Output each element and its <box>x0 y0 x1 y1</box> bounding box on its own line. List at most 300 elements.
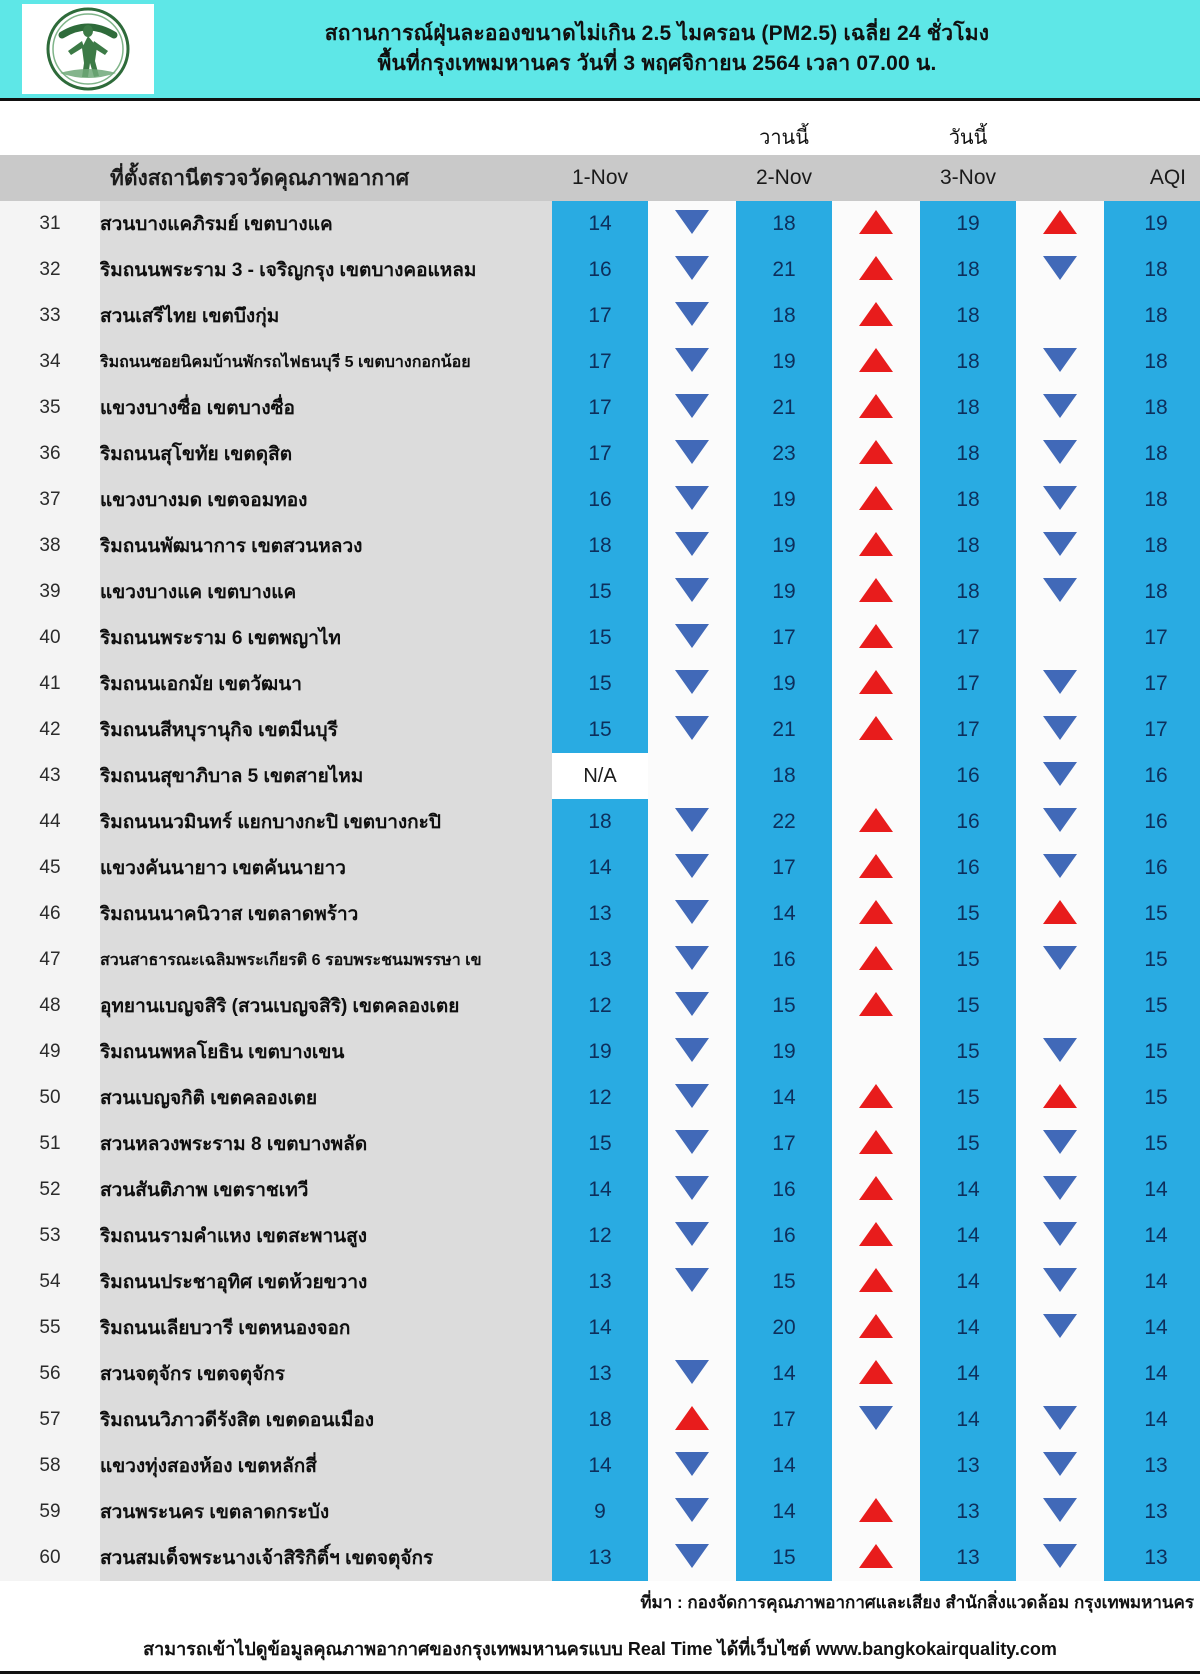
value-2nov: 14 <box>736 1351 832 1397</box>
value-1nov: 17 <box>552 293 648 339</box>
arrow-down-icon <box>675 532 709 556</box>
trend-arrow-1 <box>648 707 736 753</box>
trend-arrow-3 <box>1016 293 1104 339</box>
value-2nov: 17 <box>736 1397 832 1443</box>
table-row[interactable] <box>0 1535 1200 1581</box>
value-1nov: 14 <box>552 845 648 891</box>
table-row[interactable] <box>0 1259 1200 1305</box>
arrow-down-icon <box>1043 946 1077 970</box>
table-row[interactable] <box>0 339 1200 385</box>
value-3nov: 18 <box>920 477 1016 523</box>
arrow-down-icon <box>675 440 709 464</box>
header-index <box>0 155 100 201</box>
bma-seal-icon <box>42 3 134 95</box>
station-name: แขวงคันนายาว เขตคันนายาว <box>100 845 552 891</box>
row-index: 43 <box>0 753 100 799</box>
arrow-up-icon <box>859 624 893 648</box>
value-1nov: 16 <box>552 477 648 523</box>
trend-arrow-3 <box>1016 339 1104 385</box>
arrow-down-icon <box>675 1360 709 1384</box>
trend-arrow-1 <box>648 891 736 937</box>
trend-arrow-3 <box>1016 1029 1104 1075</box>
arrow-down-icon <box>675 670 709 694</box>
row-index: 56 <box>0 1351 100 1397</box>
trend-arrow-3 <box>1016 1351 1104 1397</box>
value-2nov: 19 <box>736 523 832 569</box>
trend-arrow-3 <box>1016 523 1104 569</box>
value-3nov: 19 <box>920 201 1016 247</box>
trend-arrow-2 <box>832 1213 920 1259</box>
table-row[interactable] <box>0 293 1200 339</box>
value-aqi: 18 <box>1104 523 1200 569</box>
table-row[interactable] <box>0 431 1200 477</box>
table-row[interactable] <box>0 385 1200 431</box>
value-aqi: 14 <box>1104 1167 1200 1213</box>
station-name: ริมถนนเอกมัย เขตวัฒนา <box>100 661 552 707</box>
arrow-down-icon <box>1043 670 1077 694</box>
table-row[interactable] <box>0 523 1200 569</box>
trend-arrow-1 <box>648 431 736 477</box>
header-arrow-3 <box>1016 155 1104 201</box>
value-aqi: 16 <box>1104 845 1200 891</box>
header-date-2nov: 2-Nov <box>736 155 832 201</box>
table-row[interactable] <box>0 799 1200 845</box>
value-aqi: 17 <box>1104 707 1200 753</box>
arrow-up-icon <box>859 854 893 878</box>
column-header-row <box>0 155 1200 201</box>
arrow-up-icon <box>859 1360 893 1384</box>
header-aqi: AQI <box>1104 155 1200 201</box>
value-3nov: 13 <box>920 1443 1016 1489</box>
value-aqi: 15 <box>1104 891 1200 937</box>
station-name: ริมถนนวิภาวดีรังสิต เขตดอนเมือง <box>100 1397 552 1443</box>
value-aqi: 14 <box>1104 1351 1200 1397</box>
super-blank-a2 <box>832 101 920 155</box>
arrow-down-icon <box>675 1176 709 1200</box>
value-3nov: 17 <box>920 707 1016 753</box>
value-1nov: 15 <box>552 661 648 707</box>
trend-arrow-3 <box>1016 477 1104 523</box>
header-banner <box>0 0 1200 101</box>
value-aqi: 18 <box>1104 293 1200 339</box>
value-aqi: 18 <box>1104 385 1200 431</box>
trend-arrow-3 <box>1016 1305 1104 1351</box>
value-aqi: 17 <box>1104 661 1200 707</box>
super-blank-name <box>100 101 552 155</box>
value-2nov: 14 <box>736 1075 832 1121</box>
super-blank-a3 <box>1016 101 1104 155</box>
value-2nov: 19 <box>736 477 832 523</box>
banner-title-block <box>154 0 1200 98</box>
arrow-down-icon <box>1043 1406 1077 1430</box>
footer-website-note: สามารถเข้าไปดูข้อมูลคุณภาพอากาศของกรุงเทพมหานครแบบ Real Time ได้ที่เว็บไซต์ www.bangkokairquality.com <box>143 1639 1057 1659</box>
arrow-down-icon <box>1043 1222 1077 1246</box>
table-row[interactable] <box>0 707 1200 753</box>
trend-arrow-1 <box>648 983 736 1029</box>
table-row[interactable] <box>0 845 1200 891</box>
arrow-down-icon <box>1043 578 1077 602</box>
station-name: ริมถนนสีหบุรานุกิจ เขตมีนบุรี <box>100 707 552 753</box>
super-blank-a1 <box>648 101 736 155</box>
arrow-down-icon <box>1043 486 1077 510</box>
value-2nov: 19 <box>736 569 832 615</box>
value-1nov: 12 <box>552 983 648 1029</box>
value-3nov: 18 <box>920 569 1016 615</box>
trend-arrow-1 <box>648 201 736 247</box>
value-2nov: 19 <box>736 1029 832 1075</box>
arrow-up-icon <box>1043 900 1077 924</box>
value-2nov: 14 <box>736 891 832 937</box>
trend-arrow-1 <box>648 247 736 293</box>
row-index: 35 <box>0 385 100 431</box>
value-aqi: 13 <box>1104 1535 1200 1581</box>
value-1nov: 18 <box>552 1397 648 1443</box>
value-3nov: 18 <box>920 523 1016 569</box>
value-3nov: 13 <box>920 1489 1016 1535</box>
arrow-down-icon <box>675 946 709 970</box>
value-aqi: 16 <box>1104 799 1200 845</box>
value-1nov: 18 <box>552 523 648 569</box>
value-3nov: 15 <box>920 1075 1016 1121</box>
table-row[interactable] <box>0 1029 1200 1075</box>
arrow-down-icon <box>1043 854 1077 878</box>
table-row[interactable] <box>0 1121 1200 1167</box>
value-3nov: 14 <box>920 1167 1016 1213</box>
value-2nov: 17 <box>736 615 832 661</box>
arrow-down-icon <box>675 1038 709 1062</box>
value-2nov: 19 <box>736 661 832 707</box>
header-arrow-2 <box>832 155 920 201</box>
arrow-down-icon <box>1043 808 1077 832</box>
arrow-down-icon <box>1043 716 1077 740</box>
super-blank-d1 <box>552 101 648 155</box>
row-index: 42 <box>0 707 100 753</box>
arrow-down-icon <box>1043 1498 1077 1522</box>
arrow-down-icon <box>675 578 709 602</box>
arrow-down-icon <box>675 486 709 510</box>
trend-arrow-2 <box>832 1351 920 1397</box>
station-name: ริมถนนพระราม 3 - เจริญกรุง เขตบางคอแหลม <box>100 247 552 293</box>
trend-arrow-2 <box>832 707 920 753</box>
arrow-up-icon <box>859 1130 893 1154</box>
value-3nov: 15 <box>920 891 1016 937</box>
value-3nov: 15 <box>920 1029 1016 1075</box>
row-index: 55 <box>0 1305 100 1351</box>
arrow-down-icon <box>1043 762 1077 786</box>
station-name: สวนพระนคร เขตลาดกระบัง <box>100 1489 552 1535</box>
trend-arrow-2 <box>832 983 920 1029</box>
arrow-down-icon <box>675 1084 709 1108</box>
table-row[interactable] <box>0 201 1200 247</box>
arrow-up-icon <box>859 302 893 326</box>
value-aqi: 18 <box>1104 431 1200 477</box>
table-row[interactable] <box>0 661 1200 707</box>
trend-arrow-1 <box>648 1075 736 1121</box>
table-row[interactable] <box>0 247 1200 293</box>
arrow-up-icon <box>859 1314 893 1338</box>
trend-arrow-1 <box>648 523 736 569</box>
arrow-up-icon <box>859 486 893 510</box>
value-1nov: 15 <box>552 707 648 753</box>
arrow-down-icon <box>675 854 709 878</box>
arrow-down-icon <box>675 808 709 832</box>
trend-arrow-3 <box>1016 1167 1104 1213</box>
arrow-down-icon <box>675 210 709 234</box>
header-date-1nov: 1-Nov <box>552 155 648 201</box>
super-blank-aqi <box>1104 101 1200 155</box>
value-3nov: 17 <box>920 615 1016 661</box>
value-3nov: 16 <box>920 799 1016 845</box>
trend-arrow-3 <box>1016 707 1104 753</box>
trend-arrow-2 <box>832 937 920 983</box>
station-name: ริมถนนพหลโยธิน เขตบางเขน <box>100 1029 552 1075</box>
station-name: ริมถนนประชาอุทิศ เขตห้วยขวาง <box>100 1259 552 1305</box>
arrow-down-icon <box>675 1222 709 1246</box>
value-3nov: 14 <box>920 1305 1016 1351</box>
row-index: 41 <box>0 661 100 707</box>
trend-arrow-3 <box>1016 1075 1104 1121</box>
trend-arrow-1 <box>648 799 736 845</box>
trend-arrow-2 <box>832 1167 920 1213</box>
trend-arrow-2 <box>832 1397 920 1443</box>
table-row[interactable] <box>0 1167 1200 1213</box>
value-2nov: 15 <box>736 983 832 1029</box>
value-1nov: 18 <box>552 799 648 845</box>
table-row[interactable] <box>0 615 1200 661</box>
trend-arrow-3 <box>1016 891 1104 937</box>
value-2nov: 17 <box>736 845 832 891</box>
value-aqi: 18 <box>1104 339 1200 385</box>
trend-arrow-1 <box>648 1305 736 1351</box>
value-2nov: 18 <box>736 753 832 799</box>
value-3nov: 14 <box>920 1259 1016 1305</box>
value-aqi: 15 <box>1104 937 1200 983</box>
value-1nov: 14 <box>552 1305 648 1351</box>
arrow-down-icon <box>859 1406 893 1430</box>
value-2nov: 18 <box>736 201 832 247</box>
trend-arrow-1 <box>648 385 736 431</box>
value-2nov: 14 <box>736 1443 832 1489</box>
row-index: 32 <box>0 247 100 293</box>
arrow-up-icon <box>859 210 893 234</box>
trend-arrow-2 <box>832 247 920 293</box>
station-name: ริมถนนรามคำแหง เขตสะพานสูง <box>100 1213 552 1259</box>
super-label-yesterday: วานนี้ <box>736 101 832 155</box>
value-1nov: N/A <box>552 753 648 799</box>
arrow-down-icon <box>1043 1268 1077 1292</box>
table-row[interactable] <box>0 1397 1200 1443</box>
table-row[interactable] <box>0 1351 1200 1397</box>
table-row[interactable] <box>0 477 1200 523</box>
arrow-up-icon <box>859 256 893 280</box>
trend-arrow-2 <box>832 615 920 661</box>
row-index: 39 <box>0 569 100 615</box>
station-name: สวนสันติภาพ เขตราชเทวี <box>100 1167 552 1213</box>
trend-arrow-1 <box>648 1213 736 1259</box>
trend-arrow-2 <box>832 1029 920 1075</box>
station-name: แขวงบางแค เขตบางแค <box>100 569 552 615</box>
value-3nov: 13 <box>920 1535 1016 1581</box>
value-3nov: 18 <box>920 385 1016 431</box>
arrow-down-icon <box>675 394 709 418</box>
row-index: 49 <box>0 1029 100 1075</box>
table-row[interactable] <box>0 1443 1200 1489</box>
value-1nov: 17 <box>552 385 648 431</box>
row-index: 45 <box>0 845 100 891</box>
row-index: 46 <box>0 891 100 937</box>
station-name: สวนเสรีไทย เขตบึงกุ่ม <box>100 293 552 339</box>
value-3nov: 15 <box>920 1121 1016 1167</box>
value-2nov: 17 <box>736 1121 832 1167</box>
row-index: 47 <box>0 937 100 983</box>
logo-box <box>22 4 154 94</box>
value-aqi: 18 <box>1104 247 1200 293</box>
arrow-up-icon <box>859 440 893 464</box>
arrow-up-icon <box>859 1176 893 1200</box>
trend-arrow-1 <box>648 937 736 983</box>
value-2nov: 16 <box>736 1167 832 1213</box>
arrow-down-icon <box>1043 256 1077 280</box>
trend-arrow-1 <box>648 1259 736 1305</box>
value-aqi: 13 <box>1104 1489 1200 1535</box>
trend-arrow-3 <box>1016 247 1104 293</box>
value-1nov: 14 <box>552 1443 648 1489</box>
table-row[interactable] <box>0 937 1200 983</box>
arrow-up-icon <box>859 1084 893 1108</box>
trend-arrow-3 <box>1016 1213 1104 1259</box>
arrow-down-icon <box>1043 1314 1077 1338</box>
aqi-table-body <box>0 101 1200 1581</box>
value-2nov: 19 <box>736 339 832 385</box>
value-1nov: 16 <box>552 247 648 293</box>
value-1nov: 12 <box>552 1213 648 1259</box>
trend-arrow-3 <box>1016 753 1104 799</box>
arrow-down-icon <box>1043 348 1077 372</box>
arrow-up-icon <box>859 578 893 602</box>
row-index: 38 <box>0 523 100 569</box>
arrow-down-icon <box>675 716 709 740</box>
trend-arrow-1 <box>648 339 736 385</box>
trend-arrow-2 <box>832 1489 920 1535</box>
arrow-down-icon <box>675 1452 709 1476</box>
arrow-down-icon <box>675 1268 709 1292</box>
header-date-3nov: 3-Nov <box>920 155 1016 201</box>
value-aqi: 15 <box>1104 1029 1200 1075</box>
trend-arrow-2 <box>832 569 920 615</box>
value-3nov: 16 <box>920 845 1016 891</box>
trend-arrow-1 <box>648 1029 736 1075</box>
table-row[interactable] <box>0 891 1200 937</box>
table-row[interactable] <box>0 753 1200 799</box>
value-3nov: 18 <box>920 293 1016 339</box>
trend-arrow-1 <box>648 293 736 339</box>
trend-arrow-1 <box>648 1167 736 1213</box>
value-aqi: 15 <box>1104 1121 1200 1167</box>
trend-arrow-3 <box>1016 1259 1104 1305</box>
trend-arrow-2 <box>832 293 920 339</box>
value-1nov: 15 <box>552 615 648 661</box>
value-3nov: 17 <box>920 661 1016 707</box>
station-name: ริมถนนพัฒนาการ เขตสวนหลวง <box>100 523 552 569</box>
trend-arrow-1 <box>648 1351 736 1397</box>
row-index: 58 <box>0 1443 100 1489</box>
arrow-up-icon <box>859 1498 893 1522</box>
value-3nov: 18 <box>920 247 1016 293</box>
table-row[interactable] <box>0 983 1200 1029</box>
value-1nov: 15 <box>552 1121 648 1167</box>
value-2nov: 14 <box>736 1489 832 1535</box>
station-name: ริมถนนซอยนิคมบ้านพักรถไฟธนบุรี 5 เขตบางกอกน้อย <box>100 339 552 385</box>
table-row[interactable] <box>0 1305 1200 1351</box>
trend-arrow-3 <box>1016 1121 1104 1167</box>
row-index: 37 <box>0 477 100 523</box>
arrow-up-icon <box>859 1222 893 1246</box>
table-row[interactable] <box>0 1489 1200 1535</box>
trend-arrow-3 <box>1016 1397 1104 1443</box>
value-1nov: 17 <box>552 431 648 477</box>
station-name: สวนบางแคภิรมย์ เขตบางแค <box>100 201 552 247</box>
value-aqi: 14 <box>1104 1397 1200 1443</box>
table-row[interactable] <box>0 1213 1200 1259</box>
value-aqi: 15 <box>1104 1075 1200 1121</box>
trend-arrow-2 <box>832 1443 920 1489</box>
trend-arrow-2 <box>832 1259 920 1305</box>
arrow-down-icon <box>1043 1130 1077 1154</box>
trend-arrow-2 <box>832 753 920 799</box>
station-name: สวนสมเด็จพระนางเจ้าสิริกิติ์ฯ เขตจตุจักร <box>100 1535 552 1581</box>
row-index: 51 <box>0 1121 100 1167</box>
value-aqi: 19 <box>1104 201 1200 247</box>
trend-arrow-3 <box>1016 983 1104 1029</box>
arrow-down-icon <box>675 900 709 924</box>
table-row[interactable] <box>0 569 1200 615</box>
station-name: แขวงทุ่งสองห้อง เขตหลักสี่ <box>100 1443 552 1489</box>
trend-arrow-1 <box>648 1397 736 1443</box>
trend-arrow-2 <box>832 1535 920 1581</box>
trend-arrow-3 <box>1016 569 1104 615</box>
row-index: 57 <box>0 1397 100 1443</box>
header-arrow-1 <box>648 155 736 201</box>
header-station-name: ที่ตั้งสถานีตรวจวัดคุณภาพอากาศ <box>100 155 552 201</box>
trend-arrow-1 <box>648 1443 736 1489</box>
super-header-row <box>0 101 1200 155</box>
arrow-down-icon <box>675 348 709 372</box>
value-2nov: 16 <box>736 937 832 983</box>
value-3nov: 14 <box>920 1351 1016 1397</box>
value-1nov: 17 <box>552 339 648 385</box>
row-index: 36 <box>0 431 100 477</box>
super-label-today: วันนี้ <box>920 101 1016 155</box>
trend-arrow-2 <box>832 799 920 845</box>
station-name: ริมถนนพระราม 6 เขตพญาไท <box>100 615 552 661</box>
arrow-up-icon <box>859 394 893 418</box>
value-3nov: 15 <box>920 937 1016 983</box>
trend-arrow-2 <box>832 845 920 891</box>
row-index: 31 <box>0 201 100 247</box>
trend-arrow-1 <box>648 1489 736 1535</box>
trend-arrow-2 <box>832 201 920 247</box>
table-row[interactable] <box>0 1075 1200 1121</box>
arrow-down-icon <box>1043 1452 1077 1476</box>
value-1nov: 14 <box>552 201 648 247</box>
value-3nov: 18 <box>920 431 1016 477</box>
value-1nov: 13 <box>552 937 648 983</box>
row-index: 48 <box>0 983 100 1029</box>
trend-arrow-2 <box>832 1121 920 1167</box>
row-index: 50 <box>0 1075 100 1121</box>
value-1nov: 19 <box>552 1029 648 1075</box>
trend-arrow-3 <box>1016 661 1104 707</box>
